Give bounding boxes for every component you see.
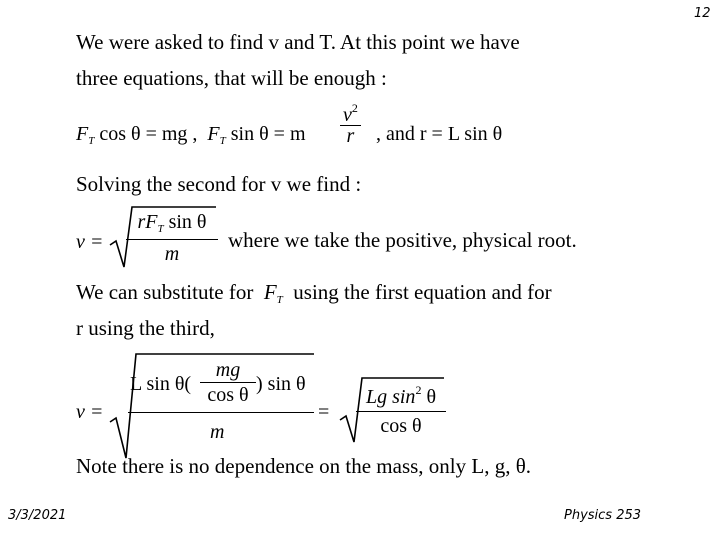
fraction-v2-over-r: $\frac{v^2}{r}$ [340,102,361,146]
eq3-denominator: m [210,421,225,443]
equation-row-1: $F_T$ cos θ = mg , $F_T$ sin θ = m [76,123,306,147]
text-line-6: Note there is no dependence on the mass, only L, g, θ. [76,454,532,478]
eq2-lhs: v = [76,231,104,253]
eq3-rhs-fraction: Lg $\sin^2 \theta$ cos θ [356,384,446,436]
eq3-equals: = [318,401,330,423]
eq3-lhs: v = [76,401,104,423]
eq3-numerator-left: L sin θ( [130,373,192,395]
text-line-1: We were asked to find v and T. At this point we have [76,30,520,54]
footer-date: 3/3/2021 [8,508,67,523]
slide-number: 12 [694,6,711,21]
eq2-comment: where we take the positive, physical root. [228,228,577,252]
eq2-fraction: $rF_T$ sin θ m [126,212,218,264]
text-line-4: We can substitute for $F_T$ using the first equation and for [76,280,552,306]
equation-row-1-tail: , and r = L sin θ [376,123,503,145]
text-line-5: r using the third, [76,316,215,340]
footer-course: Physics 253 [564,508,642,523]
eq3-numerator-right: ) sin θ [256,373,306,395]
text-line-3: Solving the second for v we find : [76,172,362,196]
eq3-inner-fraction: mg cos θ [200,360,256,405]
text-line-2: three equations, that will be enough : [76,66,387,90]
eq3-main-fraction-bar [128,412,314,413]
